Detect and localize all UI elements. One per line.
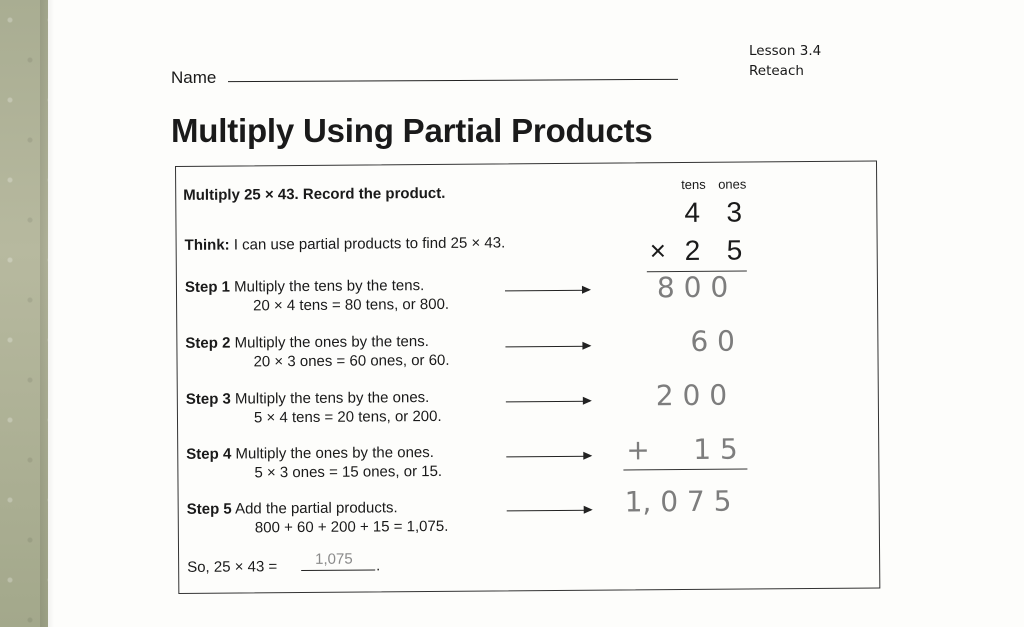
step-4	[186, 444, 434, 463]
step-2-arrow-icon	[505, 346, 589, 348]
step-5-detail: 800 + 60 + 200 + 15 = 1,075.	[254, 517, 449, 537]
partial-product-3: 2 0 0	[655, 378, 728, 413]
step-1-text: Multiply the tens by the tens.	[234, 277, 425, 296]
step-3	[186, 389, 430, 408]
step-3-label: Step 3	[185, 390, 231, 408]
step-5	[187, 499, 398, 518]
step-2-label: Step 2	[185, 334, 231, 352]
sum-rule	[623, 469, 747, 471]
factor1-tens-digit: 4	[684, 196, 701, 229]
step-3-detail: 5 × 4 tens = 20 tens, or 200.	[253, 407, 442, 427]
step-1-arrow-icon	[505, 290, 589, 292]
answer-blank-line[interactable]	[301, 569, 375, 571]
step-4-label: Step 4	[186, 445, 232, 463]
step-3-text: Multiply the tens by the ones.	[234, 389, 430, 408]
partial-product-2: 6 0	[690, 324, 736, 358]
step-2-detail: 20 × 3 ones = 60 ones, or 60.	[253, 351, 450, 371]
step-2	[185, 333, 429, 352]
partial-product-1: 8 0 0	[656, 270, 729, 305]
lesson-number: Lesson 3.4	[749, 43, 822, 59]
factor1-ones-digit: 3	[726, 196, 743, 228]
worked-example-box	[175, 160, 880, 594]
step-1-label: Step 1	[184, 278, 231, 296]
column-header-ones: ones	[718, 176, 747, 192]
factor2-tens-digit: 2	[684, 234, 701, 266]
factor2-ones-digit: 5	[726, 234, 743, 266]
plus-sign: +	[626, 433, 650, 467]
name-label: Name	[171, 68, 217, 87]
paper-edge-shadow	[40, 0, 54, 627]
step-1	[185, 277, 424, 296]
step-3-arrow-icon	[506, 401, 590, 403]
so-answer: 1,075	[315, 550, 353, 568]
step-4-detail: 5 × 3 ones = 15 ones, or 15.	[254, 462, 443, 482]
step-4-text: Multiply the ones by the ones.	[235, 443, 434, 463]
so-period: .	[376, 557, 381, 575]
think-text: I can use partial products to find 25 × 43.	[229, 234, 506, 254]
partial-product-4: 1 5	[693, 432, 738, 466]
step-5-arrow-icon	[507, 510, 591, 512]
page-title: Multiply Using Partial Products	[171, 112, 653, 149]
step-4-arrow-icon	[506, 456, 590, 458]
so-statement: So, 25 × 43 =	[187, 558, 278, 576]
step-5-label: Step 5	[186, 500, 232, 518]
problem-prompt: Multiply 25 × 43. Record the product.	[183, 184, 446, 204]
step-2-text: Multiply the ones by the tens.	[234, 333, 429, 352]
step-1-detail: 20 × 4 tens = 80 tens, or 800.	[253, 295, 450, 315]
column-header-tens: tens	[681, 176, 706, 193]
step-5-text: Add the partial products.	[234, 499, 398, 518]
lesson-info	[749, 41, 821, 81]
reteach-label: Reteach	[749, 63, 804, 79]
think-label: Think:	[184, 236, 230, 254]
think-line	[185, 234, 506, 254]
times-sign: ×	[649, 235, 667, 267]
name-blank-line[interactable]	[228, 79, 678, 82]
final-product: 1, 0 7 5	[624, 484, 732, 519]
